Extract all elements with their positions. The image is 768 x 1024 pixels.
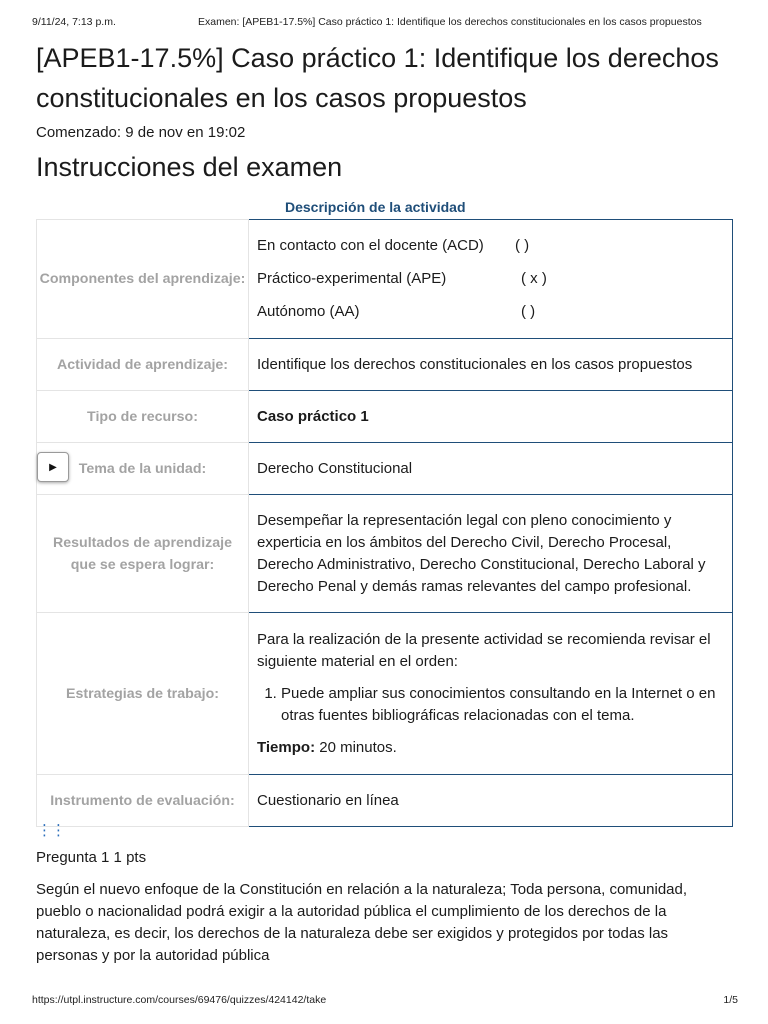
started-timestamp: Comenzado: 9 de nov en 19:02	[36, 124, 246, 141]
component-mark: ( )	[515, 237, 530, 254]
table-row	[37, 391, 733, 443]
evaluation-label: Instrumento de evaluación:	[37, 775, 249, 827]
table-row	[37, 775, 733, 827]
list-item: 1. Puede ampliar sus conocimientos consultando en la Internet o en otras fuentes bibliográficas relacionadas con el tema.	[281, 683, 724, 727]
component-name: Práctico-experimental (APE)	[257, 270, 447, 287]
component-item	[257, 230, 724, 263]
table-row	[37, 613, 733, 775]
quiz-title: [APEB1-17.5%] Caso práctico 1: Identifique los derechos constitucionales en los casos propuestos	[36, 43, 719, 113]
component-name: En contacto con el docente (ACD)	[257, 237, 484, 254]
activity-description-table	[36, 219, 733, 827]
unit-topic-label: Tema de la unidad:	[37, 443, 249, 495]
play-button[interactable]	[37, 452, 69, 482]
page-counter: 1/5	[723, 994, 738, 1006]
print-document-title: Examen: [APEB1-17.5%] Caso práctico 1: Identifique los derechos constitucionales en los casos propuestos	[198, 16, 702, 28]
component-item	[257, 296, 724, 329]
activity-value: Identifique los derechos constitucionales en los casos propuestos	[249, 339, 733, 391]
instructions-heading: Instrucciones del examen	[36, 152, 343, 182]
component-mark: ( )	[521, 303, 536, 320]
components-label: Componentes del aprendizaje:	[37, 220, 249, 339]
strategies-value	[249, 613, 733, 775]
print-url: https://utpl.instructure.com/courses/69476/quizzes/424142/take	[32, 994, 327, 1006]
print-date: 9/11/24, 7:13 p.m.	[32, 16, 116, 28]
components-value	[249, 220, 733, 339]
resource-label: Tipo de recurso:	[37, 391, 249, 443]
question-header: Pregunta 1 1 pts	[36, 849, 147, 866]
table-row	[37, 495, 733, 613]
table-caption: Descripción de la actividad	[285, 199, 466, 215]
table-row	[37, 339, 733, 391]
component-item	[257, 263, 724, 296]
table-row	[37, 443, 733, 495]
strategies-list	[257, 683, 724, 727]
unit-topic-value: Derecho Constitucional	[249, 443, 733, 495]
activity-label: Actividad de aprendizaje:	[37, 339, 249, 391]
drag-handle-icon[interactable]: ⋮⋮	[37, 822, 65, 839]
component-mark: ( x )	[521, 270, 547, 287]
outcomes-label: Resultados de aprendizaje que se espera lograr:	[37, 495, 249, 613]
evaluation-value: Cuestionario en línea	[249, 775, 733, 827]
time-line	[257, 737, 724, 759]
time-label: Tiempo:	[257, 738, 316, 756]
outcomes-value: Desempeñar la representación legal con pleno conocimiento y experticia en los ámbitos del Derecho Civil, Derecho Procesal, Derecho Administrativo, Derecho Constitucional, Derecho Laboral y Derecho Penal y demás ramas relevantes del campo profesional.	[249, 495, 733, 613]
strategies-label: Estrategias de trabajo:	[37, 613, 249, 775]
strategies-intro: Para la realización de la presente actividad se recomienda revisar el siguiente material en el orden:	[257, 630, 711, 670]
time-value: 20 minutos.	[315, 738, 397, 756]
question-text: Según el nuevo enfoque de la Constitución en relación a la naturaleza; Toda persona, comunidad, pueblo o nacionalidad podrá exigir a la autoridad pública el cumplimiento de los derechos de la naturaleza, es decir, los derechos de la naturaleza debe ser exigidos y protegidos por todas las personas y por la autoridad pública	[36, 881, 688, 964]
table-row	[37, 220, 733, 339]
component-name: Autónomo (AA)	[257, 303, 360, 320]
play-icon: ▶	[49, 461, 57, 473]
resource-value: Caso práctico 1	[249, 391, 733, 443]
